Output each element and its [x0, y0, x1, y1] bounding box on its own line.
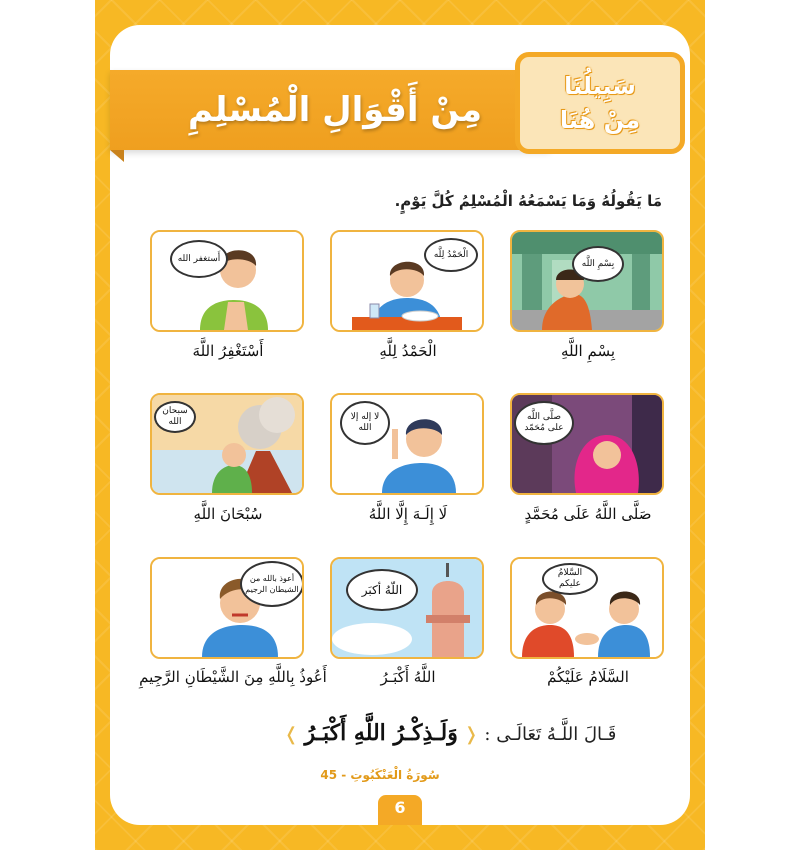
badge-line-2: مِنْ هُنَا: [559, 106, 641, 134]
card-tahlil: [330, 393, 484, 495]
speech-bubble: أعوذ بالله من الشيطان الرجيم: [240, 561, 304, 607]
minaret-icon: [332, 559, 482, 657]
card-astaghfirullah: [150, 230, 304, 332]
boy-praying-icon: [152, 232, 302, 330]
caption-istiadha: أَعُوذُ بِاللَّهِ مِنَ الشَّيْطَانِ الرَّجِيمِ: [139, 668, 327, 686]
badge-line-1: سَبِيلُنَا: [564, 72, 636, 100]
speech-bubble: اللّهُ أكبَر: [346, 569, 418, 611]
caption-salawat: صَلَّى اللَّهُ عَلَى مُحَمَّدٍ: [524, 505, 652, 523]
caption-astaghfirullah: أَسْتَغْفِرُ اللَّهَ: [192, 342, 264, 360]
speech-bubble: الْحَمْدُ لِلَّه: [424, 238, 478, 272]
speech-bubble: سبحان الله: [154, 401, 196, 433]
page-title: مِنْ أَقْوَالِ الْمُسْلِمِ: [187, 90, 483, 130]
ornament-left-icon: ❭: [283, 724, 299, 745]
verse-intro: قَـالَ اللَّـهُ تَعَالَـى :: [484, 724, 617, 745]
card-salawat: [510, 393, 664, 495]
card-salam: [510, 557, 664, 659]
verse-text: وَلَـذِكْـرُ اللَّهِ أَكْبَـرُ: [304, 720, 458, 746]
quran-verse: [240, 720, 660, 760]
speech-bubble: لا إله إلا الله: [340, 401, 390, 445]
caption-takbir: اللَّهُ أَكْبَـرُ: [380, 668, 436, 686]
speech-bubble: صلَّى اللَّه على مُحَمّد: [514, 401, 574, 445]
card-istiadha: [150, 557, 304, 659]
surah-reference: سُورَةُ الْعَنْكَبُوتِ - 45: [320, 768, 440, 782]
speech-bubble: أَستغفر الله: [170, 240, 228, 278]
card-subhanallah: [150, 393, 304, 495]
card-takbir: [330, 557, 484, 659]
ornament-right-icon: ❬: [463, 724, 479, 745]
banner-fold: [110, 150, 124, 162]
caption-bismillah: بِسْمِ اللَّهِ: [560, 342, 616, 360]
caption-subhanallah: سُبْحَانَ اللَّهِ: [193, 505, 263, 523]
instruction-text: مَا يَقُولُهُ وَمَا يَسْمَعُهُ الْمُسْلِمُ كُلَّ يَوْمٍ.: [394, 192, 662, 210]
speech-bubble: بِسْمِ اللَّه: [572, 246, 624, 282]
section-badge: [515, 52, 685, 154]
card-alhamdulillah: [330, 230, 484, 332]
card-bismillah: [510, 230, 664, 332]
speech-bubble: السَّلامُ عليكم: [542, 563, 598, 595]
page-number: 6: [394, 798, 406, 817]
caption-alhamdulillah: الْحَمْدُ لِلَّهِ: [379, 342, 437, 360]
caption-salam: السَّلَامُ عَلَيْكُمْ: [547, 668, 629, 686]
caption-tahlil: لَا إِلَـهَ إِلَّا اللَّهُ: [368, 505, 448, 523]
